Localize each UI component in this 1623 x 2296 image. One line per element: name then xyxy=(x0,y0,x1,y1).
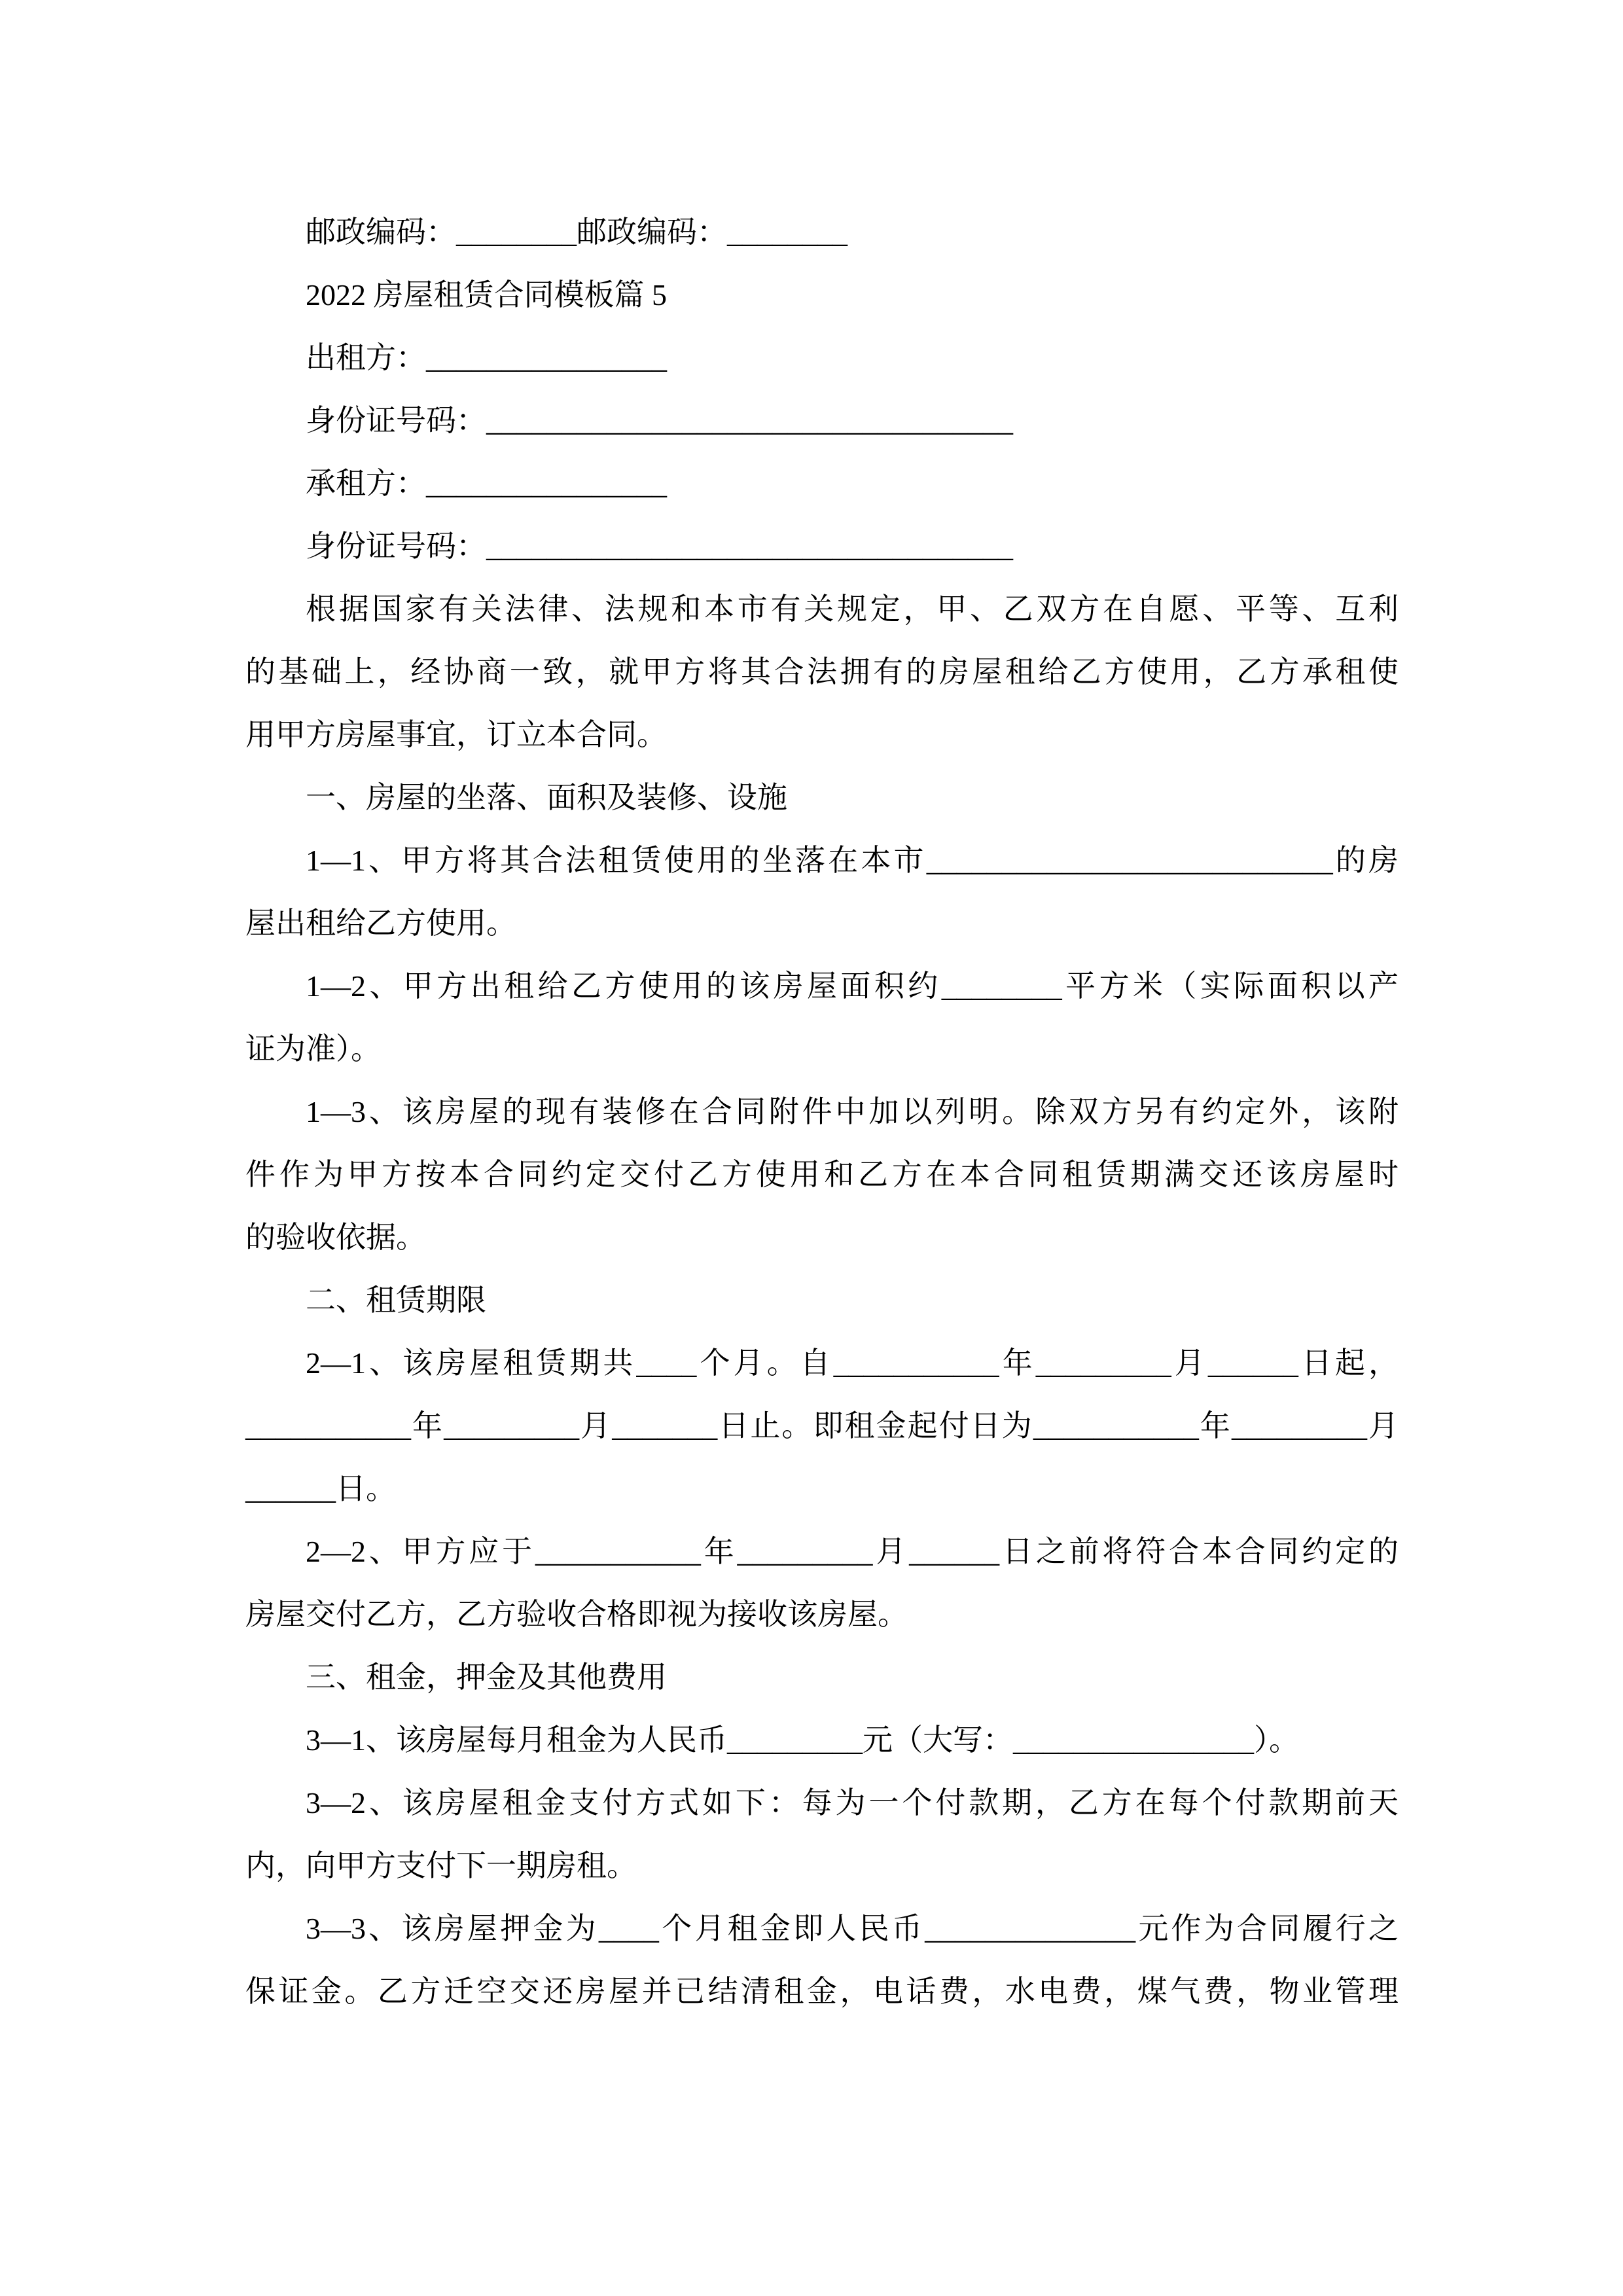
document-line: 3—2、该房屋租金支付方式如下：每为一个付款期，乙方在每个付款期前天 xyxy=(306,1786,1399,1820)
document-line: 身份证号码：___________________________________ xyxy=(306,404,1013,437)
document-line: 出租方：________________ xyxy=(306,341,667,374)
document-line: 房屋交付乙方，乙方验收合格即视为接收该房屋。 xyxy=(245,1598,908,1631)
document-line: 1—1、甲方将其合法租赁使用的坐落在本市___________________________的房 xyxy=(306,844,1399,877)
document-line: 内，向甲方支付下一期房租。 xyxy=(245,1849,637,1882)
contract-document xyxy=(245,201,1399,2023)
document-line: 3—3、该房屋押金为____个月租金即人民币______________元作为合同履行之 xyxy=(306,1912,1399,1945)
document-line: 件作为甲方按本合同约定交付乙方使用和乙方在本合同租赁期满交还该房屋时 xyxy=(245,1158,1399,1191)
document-line: 屋出租给乙方使用。 xyxy=(245,906,516,940)
document-line: 根据国家有关法律、法规和本市有关规定，甲、乙双方在自愿、平等、互利 xyxy=(306,592,1399,626)
document-line: 用甲方房屋事宜，订立本合同。 xyxy=(245,718,667,751)
document-line: 2—1、该房屋租赁期共____个月。自___________年_________月______日起， xyxy=(306,1346,1399,1380)
document-line: 三、租金，押金及其他费用 xyxy=(306,1660,667,1694)
document-line: 的基础上，经协商一致，就甲方将其合法拥有的房屋租给乙方使用，乙方承租使 xyxy=(245,655,1399,689)
document-line: 的验收依据。 xyxy=(245,1221,426,1254)
document-line: 1—3、该房屋的现有装修在合同附件中加以列明。除双方另有约定外，该附 xyxy=(306,1095,1399,1128)
document-line: 保证金。乙方迁空交还房屋并已结清租金，电话费，水电费，煤气费，物业管理 xyxy=(245,1975,1399,2008)
document-line: 身份证号码：___________________________________ xyxy=(306,529,1013,563)
document-line: 承租方：________________ xyxy=(306,467,667,500)
document-line: 一、房屋的坐落、面积及装修、设施 xyxy=(306,781,787,814)
document-line: 二、租赁期限 xyxy=(306,1283,486,1317)
document-line: ___________年_________月_______日止。即租金起付日为___________年_________月 xyxy=(245,1409,1399,1443)
document-title: 2022 房屋租赁合同模板篇 5 xyxy=(306,278,667,312)
document-line: 3—1、该房屋每月租金为人民币_________元（大写：________________）。 xyxy=(306,1723,1299,1757)
document-line: 证为准）。 xyxy=(245,1032,381,1066)
document-line: ______日。 xyxy=(245,1472,396,1505)
document-line: 邮政编码：________邮政编码：________ xyxy=(306,215,847,249)
document-line: 2—2、甲方应于___________年_________月______日之前将符合本合同约定的 xyxy=(306,1535,1399,1568)
document-line: 1—2、甲方出租给乙方使用的该房屋面积约________平方米（实际面积以产 xyxy=(306,969,1399,1003)
